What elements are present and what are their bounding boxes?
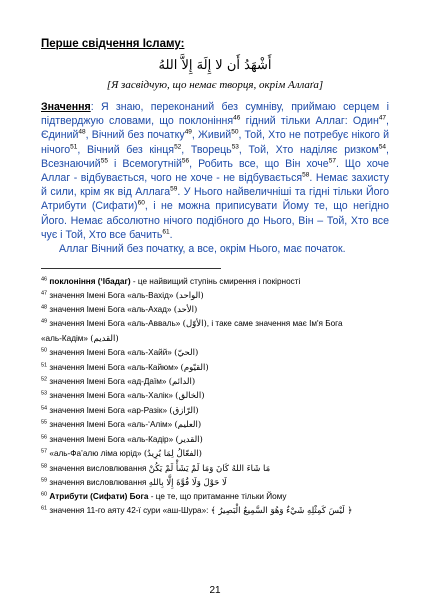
footnote-term: Атрибути (Сифати) Бога — [49, 492, 149, 502]
footnote-text: значення висловлювання — [49, 477, 149, 487]
footnote-arabic: (الحيّ) — [174, 348, 199, 359]
footnote-ref[interactable]: 54 — [378, 143, 387, 151]
footnote-arabic: (الفعّالُ لِمَا يُرِيدُ) — [143, 449, 202, 460]
meaning-text: . У Нього найвеличніші та гідні тільки Його Атрибути (Сифати) — [41, 186, 389, 213]
paragraph-2: Аллаг Вічний без початку, а все, окрім Нього, має початок. — [59, 243, 346, 256]
footnote-continued — [41, 332, 389, 346]
footnote — [41, 361, 389, 375]
footnote-text: значення Імені Бога «ад-Даїм» — [49, 377, 169, 387]
meaning-text: , Той, Хто не потребує нікого й нічого — [41, 129, 389, 156]
footnote-text: , і таке саме значення має Ім'я Бога — [206, 319, 343, 329]
footnote-text: значення Імені Бога «аль-‘Алім» — [49, 420, 175, 430]
footnote-arabic: (العليم) — [174, 420, 202, 431]
footnote-text: - це те, що притаманне тільки Йому — [148, 492, 287, 502]
footnote — [41, 275, 389, 288]
footnote — [41, 418, 389, 432]
footnote — [41, 317, 389, 331]
page-content — [41, 38, 389, 518]
footnote-text: «аль-Фа’алю ліма юрід» — [49, 449, 144, 459]
meaning-text: , Єдиний — [41, 115, 389, 142]
footnote-number: 58 — [41, 462, 48, 469]
meaning-text: . — [169, 228, 173, 241]
footnote-term: поклоніння (‘Ібадаг) — [49, 277, 131, 287]
footnote — [41, 303, 389, 317]
footnote — [41, 289, 389, 303]
meaning-text: , Живий — [191, 129, 232, 142]
footnote-number: 61 — [41, 505, 48, 511]
footnote-arabic: (القديم) — [90, 333, 119, 344]
footnote-ref[interactable]: 55 — [100, 157, 108, 165]
footnote-text: значення Імені Бога «аль-Хайй» — [49, 348, 175, 358]
footnote-number: 53 — [41, 390, 48, 397]
footnote-ref[interactable]: 53 — [231, 143, 239, 151]
meaning-text: і Всемогутній — [107, 157, 182, 170]
footnote-number: 60 — [41, 491, 48, 498]
meaning-text: , Вічний без початку — [85, 129, 185, 142]
meaning-text: гідний тільки Аллаг: Один — [240, 115, 379, 128]
footnote-ref[interactable]: 56 — [181, 157, 190, 165]
footnote-number: 55 — [41, 419, 48, 426]
footnote-ref[interactable]: 58 — [302, 171, 310, 179]
meaning-text: , Всезнаючий — [41, 143, 389, 170]
footnote-number: 51 — [41, 361, 48, 368]
footnote-arabic: (القيّوم) — [180, 362, 209, 373]
footnote-text: Вахід» — [148, 290, 176, 300]
footnote-ref[interactable]: 49 — [184, 128, 192, 136]
footnote-text: значення Імені Бога «ар-Разік» — [49, 405, 170, 415]
footnote — [41, 404, 389, 418]
footnote-arabic: (الدائم) — [168, 377, 196, 388]
meaning-text: , Творець — [181, 143, 232, 156]
footnote-number: 47 — [41, 289, 48, 296]
footnotes — [41, 275, 389, 518]
footnote — [41, 476, 389, 490]
meaning-text: , Вічний без кінця — [77, 143, 175, 156]
footnote-number: 57 — [41, 448, 48, 455]
footnote-ref[interactable]: 52 — [174, 143, 182, 151]
meaning-paragraph — [41, 100, 389, 256]
footnote — [41, 375, 389, 389]
meaning-label: Значення — [41, 101, 91, 113]
footnote-text: значення висловлювання — [49, 463, 149, 473]
footnote-number: 50 — [41, 347, 48, 354]
meaning-text: : Я знаю, переконаний без сумніву, приймаю серцем і підтверджую словами, що поклоніння — [41, 101, 389, 128]
footnote-text: значення Імені Бога «аль-Авваль» — [49, 319, 183, 329]
footnote-ref[interactable]: 46 — [233, 114, 241, 122]
footnote-arabic: (القدير) — [175, 434, 203, 445]
meaning-text: . Немає захисту й сили, крім як від Аллага — [41, 172, 389, 199]
footnote-arabic: (الرّازق) — [169, 405, 199, 416]
footnote — [41, 433, 389, 447]
footnote-number: 46 — [41, 276, 48, 283]
shahada-arabic: أَشْهَدُ أَن لا إِلَهَ إِلاَّ اللهُ — [158, 58, 272, 73]
footnote-number: 59 — [41, 477, 48, 484]
footnote-ref[interactable]: 57 — [328, 157, 336, 165]
footnote — [41, 447, 389, 461]
meaning-text: , і не можна приписувати Йому те, що негідно Його. Немає абсолютно нічого подібного до Нього, Він – Той, Хто все чує і Той, Хто все бачить — [41, 200, 389, 241]
footnote-ref[interactable]: 60 — [137, 199, 145, 207]
footnote-text: значення Імені Бога «аль- — [49, 290, 149, 300]
footnote-text: - це найвищий ступінь смирення і покірності — [130, 277, 301, 287]
footnote-ref[interactable]: 51 — [70, 143, 78, 151]
footnote-number: 49 — [41, 318, 48, 325]
meaning-text: , Той, Хто наділяє ризком — [238, 143, 379, 156]
footnote-number: 52 — [41, 376, 48, 383]
footnote-arabic: (الخالق) — [175, 391, 205, 402]
footnote-number: 54 — [41, 405, 48, 412]
meaning-text: . Що хоче Аллаг - відбувається, чого не хоче - не відбувається — [41, 157, 389, 185]
footnote-text: «аль-Кадім» — [41, 333, 91, 343]
section-title: Перше свідчення Ісламу: — [41, 38, 185, 50]
footnote-ref[interactable]: 59 — [170, 185, 178, 193]
footnote-arabic: ﴿ لَيْسَ كَمِثْلِهِ شَيْءٌ وَهُوَ السَّمِيعُ الْبَصِيرُ ﴾ — [210, 505, 353, 516]
footnote — [41, 346, 389, 360]
shahada-translation: [Я засвідчую, що немає творця, окрім Аллаґа] — [106, 79, 324, 91]
footnote-arabic: (الأوّل) — [182, 319, 207, 330]
footnote-arabic: (الأحد) — [173, 305, 198, 316]
footnote-text: значення Імені Бога «аль-Кайюм» — [49, 362, 181, 372]
footnote — [41, 504, 389, 518]
footnote — [41, 490, 389, 503]
footnote-arabic: مَا شَاءَ اللهُ كَانَ وَمَا لَمْ يَشَأْ لَمْ يَكُنْ — [148, 463, 271, 474]
footnote-ref[interactable]: 47 — [378, 114, 387, 122]
footnote-ref[interactable]: 50 — [231, 128, 239, 136]
footnote-number: 56 — [41, 433, 48, 440]
footnote-number: 48 — [41, 304, 48, 311]
footnote-arabic: لَا حَوْلَ وَلَا قُوَّةَ إِلَّا بِاللهِ — [148, 477, 227, 488]
footnote-divider — [41, 268, 221, 269]
footnote-ref[interactable]: 48 — [78, 128, 86, 136]
footnote — [41, 462, 389, 476]
page-number: 21 — [209, 585, 221, 596]
footnote-text: значення Імені Бога «аль-Кадір» — [49, 434, 176, 444]
footnote — [41, 389, 389, 403]
footnote-text: значення Імені Бога «аль- — [49, 305, 149, 315]
footnote-ref[interactable]: 61 — [162, 228, 170, 236]
footnote-arabic: (الواحد) — [175, 290, 204, 301]
footnote-text: Ахад» — [148, 305, 174, 315]
footnote-text: значення Імені Бога «аль-Халік» — [49, 391, 176, 401]
footnote-text: значення 11-го аяту 42-ї сури «аш-Шура»: — [49, 505, 211, 515]
meaning-text: , Робить все, що Він хоче — [189, 157, 329, 170]
